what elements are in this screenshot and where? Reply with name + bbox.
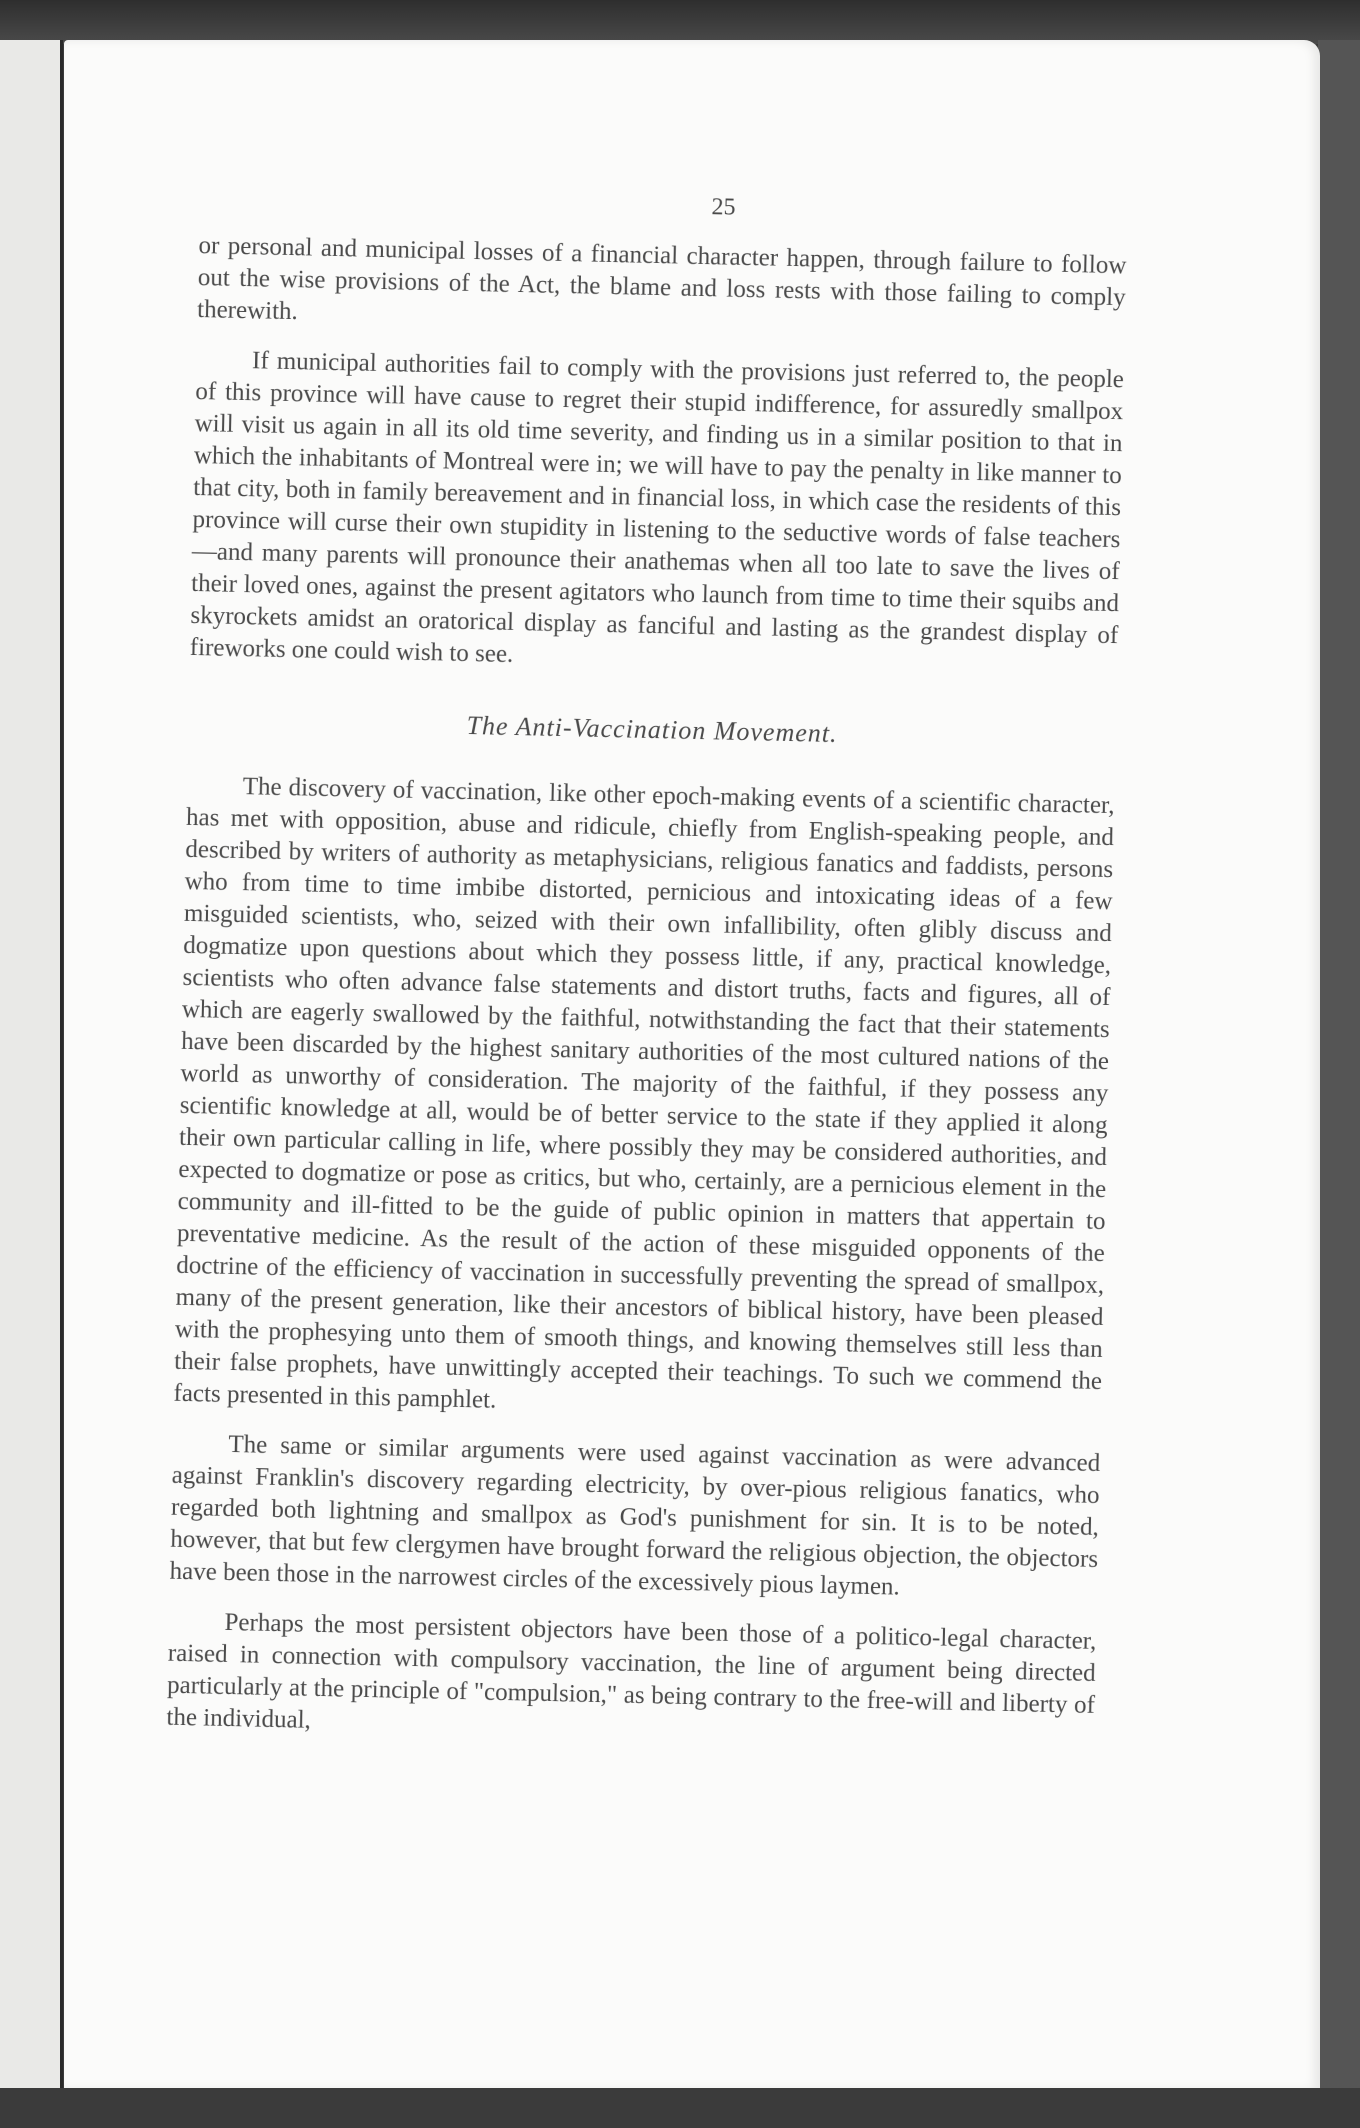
paragraph: The same or similar arguments were used against vaccination as were advanced against Franklin's discovery regarding electricity, by over-pious religious fanatics, who regarded both lightning and smallpox as God's punishment for sin. It is to be noted, however, that but few clergymen have brought forward the religious objection, the objectors have been those in the narrowest circles of the excessively pious laymen.	[169, 1430, 1101, 1601]
document-page	[64, 40, 1320, 2090]
paragraph: If municipal authorities fail to comply with the provisions just referred to, the people of this province will have cause to regret their stupid indifference, for assuredly smallpox will visit us again in all its old time severity, and finding us in a similar position to that in which the inhabitants of Montreal were in; we will have to pay the penalty in like manner to that city, both in family bereavement and in financial loss, in which case the residents of this province will curse their own stupidity in listening to the seductive words of false teachers—and many parents will pronounce their anathemas when all too late to save the lives of their loved ones, against the present agitators who launch from time to time their squibs and skyrockets amidst an oratorical display as fanciful and lasting as the grandest display of fireworks one could wish to see.	[189, 347, 1125, 668]
scan-border-top	[0, 0, 1360, 44]
scan-border-right	[1318, 40, 1360, 2100]
paragraph-continued: or personal and municipal losses of a financial character happen, through failure to follow out the wise provisions of the Act, the blame and loss rests with those failing to comply therewith.	[196, 231, 1127, 326]
scan-border-bottom	[0, 2088, 1360, 2128]
adjacent-page-edge	[0, 40, 63, 2100]
paragraph: The discovery of vaccination, like other epoch-making events of a scientific character, has met with opposition, abuse and ridicule, chiefly from English-speaking people, and described by writers of authority as metaphysicians, religious fanatics and faddists, persons who from time to time imbibe distorted, pernicious and intoxicating ideas of a few misguided scientists, who, seized with their own infallibility, often glibly discuss and dogmatize upon questions about which they possess little, if any, practical knowledge, scientists who often advance false statements and distort truths, facts and figures, all of which are eagerly swallowed by the faithful, notwithstanding the fact that their statements have been discarded by the highest sanitary authorities of the most cultured nations of the world as unworthy of consideration. The majority of the faithful, if they possess any scientific knowledge at all, would be of better service to the state if they applied it along their own particular calling in life, where possibly they may be considered authorities, and expected to dogmatize or pose as critics, but who, certainly, are a pernicious element in the community and ill-fitted to be the guide of public opinion in matters that appertain to preventative medicine. As the result of the action of these misguided opponents of the doctrine of the efficiency of vaccination in successfully preventing the spread of smallpox, many of the present generation, like their ancestors of biblical history, have been pleased with the prophesying unto them of smooth things, and knowing themselves still less than their false prophets, have unwittingly accepted their teachings. To such we commend the facts presented in this pamphlet.	[173, 773, 1115, 1414]
page-content	[166, 180, 1128, 1772]
page-number: 25	[711, 194, 736, 221]
section-heading: The Anti-Vaccination Movement.	[466, 710, 838, 749]
paragraph: Perhaps the most persistent objectors have been those of a politico-legal character, raised in connection with compulsory vaccination, the line of argument being directed particularly at the principle of "compulsion," as being contrary to the free-will and liberty of the individual,	[166, 1608, 1097, 1734]
